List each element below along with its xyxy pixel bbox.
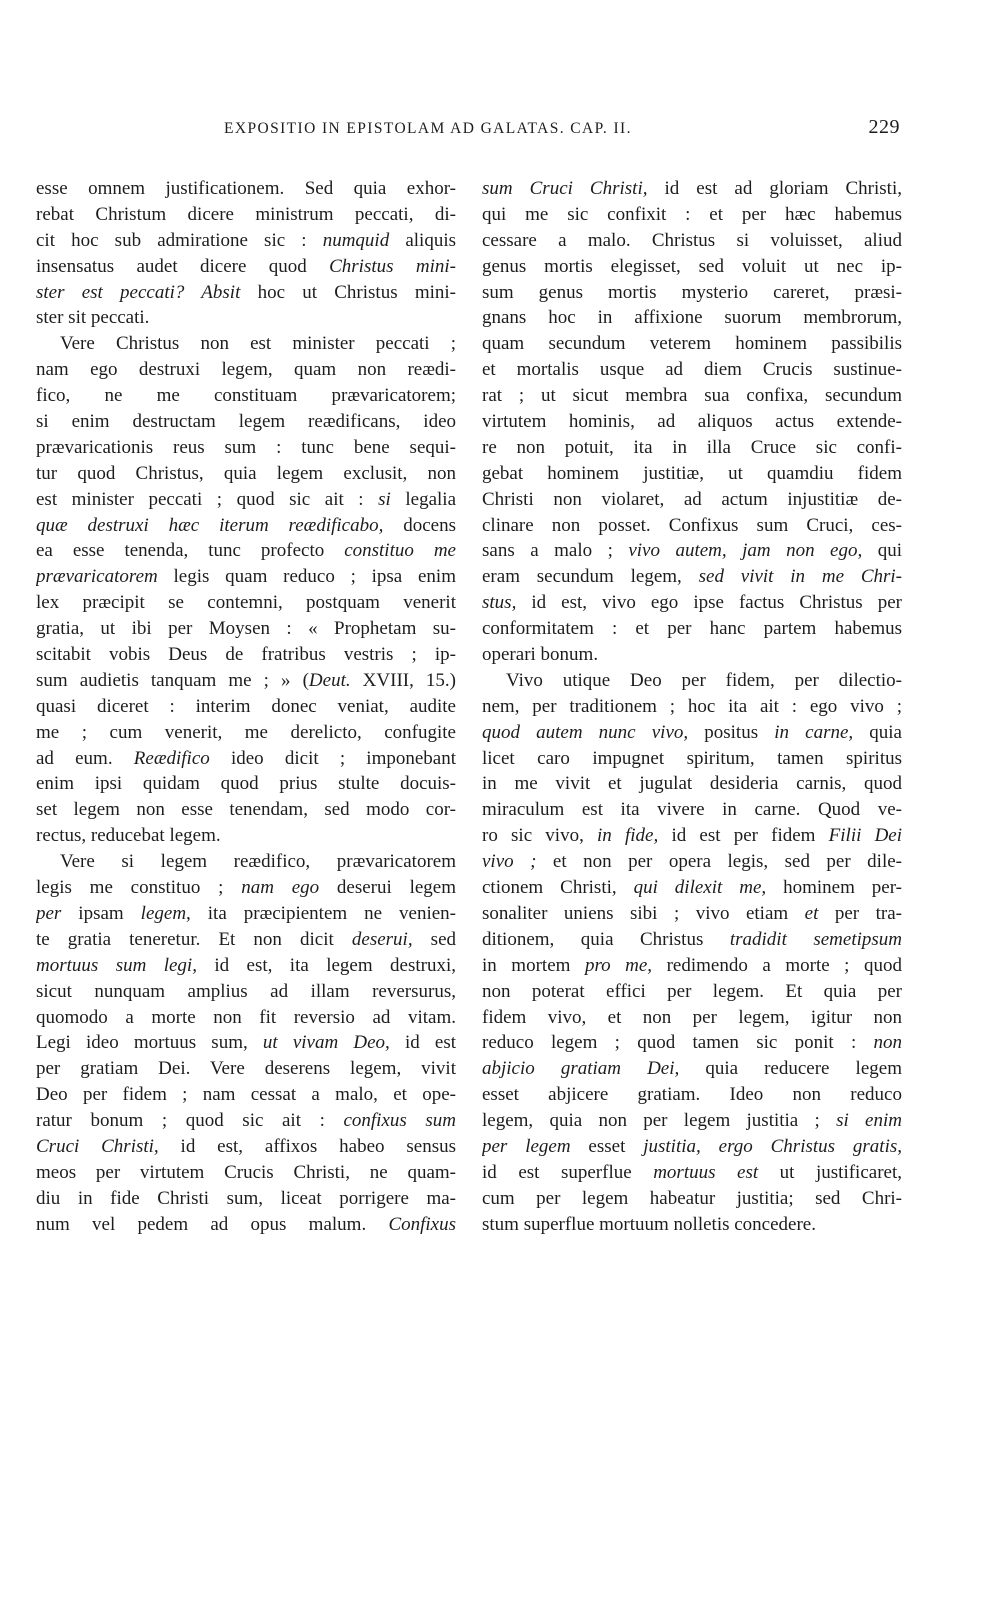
text-line — [36, 694, 456, 720]
text-run: id est per fidem — [658, 825, 829, 847]
text-run: id est, affixos habeo sensus — [158, 1135, 456, 1157]
text-run: rat ; ut sicut membra sua confixa, secundum — [482, 385, 902, 407]
text-line — [36, 538, 456, 564]
text-line — [36, 228, 456, 254]
text-line — [482, 513, 902, 539]
text-run: ita præcipientem ne venien- — [190, 902, 456, 924]
text-run: id est — [389, 1032, 456, 1054]
italic-text: mortuus est — [653, 1161, 759, 1183]
text-run: meos per virtutem Crucis Christi, ne quam- — [36, 1161, 456, 1183]
text-run: hoc ut Christus mini- — [240, 281, 456, 303]
italic-text: Confixus — [388, 1213, 456, 1235]
text-run: num vel pedem ad opus malum. — [36, 1213, 389, 1235]
text-run: cit hoc sub admiratione sic : — [36, 229, 323, 251]
text-run: esset abjicere gratiam. Ideo non reduco — [482, 1084, 902, 1106]
text-run: nem, per traditionem ; hoc ita ait : ego vivo ; — [482, 695, 902, 717]
text-run: stum superflue mortuum nolletis concedere. — [482, 1213, 816, 1235]
italic-text: deserui, — [351, 928, 413, 950]
text-run: prævaricationis reus sum : tunc bene sequi- — [36, 436, 456, 458]
text-line — [482, 435, 902, 461]
right-text-column — [482, 176, 902, 1238]
text-run: ea esse tenenda, tunc profecto — [36, 540, 345, 562]
text-line — [36, 1082, 456, 1108]
text-line — [482, 1186, 902, 1212]
italic-text: sum Cruci Christi, — [482, 178, 648, 199]
text-line — [36, 953, 456, 979]
text-run: sum audietis tanquam me ; » ( — [36, 669, 309, 691]
text-run: positus — [688, 721, 775, 743]
text-line — [482, 176, 902, 202]
text-run: per gratiam Dei. Vere deserens legem, vivit — [36, 1058, 456, 1080]
text-line — [482, 720, 902, 746]
text-run: tur quod Christus, quia legem exclusit, non — [36, 462, 456, 484]
text-run: scitabit vobis Deus de fratribus vestris ; ip- — [36, 644, 456, 666]
text-run: et mortalis usque ad diem Crucis sustinue- — [482, 359, 902, 381]
italic-text: tradidit semetipsum — [729, 928, 902, 950]
text-run: gnans hoc in affixione suorum membrorum, — [482, 307, 902, 329]
text-run: docens — [383, 514, 456, 536]
text-run: sum genus mortis mysterio careret, præsi- — [482, 281, 902, 303]
text-run: ad eum. — [36, 747, 134, 769]
text-run: si enim destructam legem reædificans, ideo — [36, 411, 456, 433]
text-run: aliquis — [389, 229, 456, 251]
text-run: esset — [570, 1135, 644, 1157]
italic-text: numquid — [322, 229, 390, 251]
text-run: ratur bonum ; quod sic ait : — [36, 1110, 344, 1132]
text-line — [36, 461, 456, 487]
text-run: deserui legem — [319, 877, 456, 899]
text-run: id est, ita legem destruxi, — [196, 954, 456, 976]
italic-text: non — [873, 1032, 902, 1054]
text-line — [482, 1212, 902, 1238]
text-run: lex præcipit se contemni, postquam venerit — [36, 592, 456, 614]
text-run: nam ego destruxi legem, quam non reædi- — [36, 359, 456, 381]
text-line — [482, 254, 902, 280]
italic-text: abjicio gratiam Dei, — [482, 1058, 680, 1080]
text-run: legalia — [390, 488, 456, 510]
text-run: quasi diceret : interim donec veniat, audite — [36, 695, 456, 717]
text-run: gebat hominem justitiæ, ut quamdiu fidem — [482, 462, 902, 484]
text-line — [36, 849, 456, 875]
text-run: per tra- — [818, 902, 902, 924]
italic-text: vivo ; — [482, 851, 537, 873]
text-run: in mortem — [482, 954, 585, 976]
text-line — [36, 720, 456, 746]
text-run: ut justificaret, — [758, 1161, 902, 1183]
text-run: enim ipsi quidam quod prius stulte docuis- — [36, 773, 456, 795]
text-run: ctionem Christi, — [482, 877, 634, 899]
text-line — [482, 979, 902, 1005]
italic-text: prævaricatorem — [36, 566, 158, 588]
italic-text: sed vivit in me Chri- — [698, 566, 902, 588]
text-line — [36, 1056, 456, 1082]
text-line — [482, 280, 902, 306]
text-run: ster sit peccati. — [36, 307, 150, 329]
text-line — [36, 1030, 456, 1056]
italic-text: si — [378, 488, 391, 510]
text-line — [482, 1082, 902, 1108]
text-run: esse omnem justificationem. Sed quia exhor- — [36, 178, 456, 199]
text-line — [482, 797, 902, 823]
text-line — [36, 564, 456, 590]
text-line — [36, 357, 456, 383]
text-run: legis quam reduco ; ipsa enim — [157, 566, 456, 588]
text-line — [36, 409, 456, 435]
text-line — [482, 331, 902, 357]
italic-text: confixus sum — [343, 1110, 456, 1132]
text-run: est minister peccati ; quod sic ait : — [36, 488, 379, 510]
text-run: te gratia teneretur. Et non dicit — [36, 928, 352, 950]
text-line — [36, 331, 456, 357]
text-line — [482, 383, 902, 409]
text-run: Legi ideo mortuus sum, — [36, 1032, 263, 1054]
text-run: ditionem, quia Christus — [482, 928, 730, 950]
text-run: cessare a malo. Christus si voluisset, aliud — [482, 229, 902, 251]
text-line — [482, 746, 902, 772]
text-line — [482, 461, 902, 487]
text-line — [36, 771, 456, 797]
italic-text: mortuus sum legi, — [36, 954, 197, 976]
italic-text: Cruci Christi, — [36, 1135, 159, 1157]
page-header — [36, 116, 900, 146]
text-line — [482, 357, 902, 383]
italic-text: vivo autem, jam non ego, — [628, 540, 863, 562]
text-run: insensatus audet dicere quod — [36, 255, 330, 277]
italic-text: Filii Dei — [828, 825, 902, 847]
text-line — [482, 1056, 902, 1082]
text-line — [482, 1108, 902, 1134]
text-line — [36, 1005, 456, 1031]
text-line — [482, 694, 902, 720]
text-run: et non per opera legis, sed per dile- — [536, 851, 902, 873]
text-run: in me vivit et jugulat desideria carnis, quod — [482, 773, 902, 795]
text-run: reduco legem ; quod tamen sic ponit : — [482, 1032, 874, 1054]
italic-text: in fide, — [597, 825, 659, 847]
italic-text: quod autem nunc vivo, — [482, 721, 689, 743]
text-line — [36, 1212, 456, 1238]
text-line — [482, 590, 902, 616]
italic-text: constituo me — [344, 540, 456, 562]
text-run: gratia, ut ibi per Moysen : « Prophetam su- — [36, 618, 456, 640]
text-line — [36, 383, 456, 409]
text-run: id est, vivo ego ipse factus Christus per — [516, 592, 902, 614]
text-run: sonaliter uniens sibi ; vivo etiam — [482, 902, 805, 924]
text-run: hominem per- — [766, 877, 902, 899]
text-run: rebat Christum dicere ministrum peccati, di- — [36, 203, 456, 225]
text-run: set legem non esse tenendam, sed modo cor- — [36, 799, 456, 821]
text-run: cum per legem habeatur justitia; sed Chri- — [482, 1187, 902, 1209]
text-line — [36, 513, 456, 539]
text-run: operari bonum. — [482, 644, 599, 666]
text-line — [36, 254, 456, 280]
text-line — [36, 305, 456, 331]
text-line — [36, 797, 456, 823]
text-line — [482, 305, 902, 331]
text-run: non poterat effici per legem. Et quia per — [482, 980, 902, 1002]
italic-text: qui dilexit me, — [633, 877, 767, 899]
text-line — [482, 616, 902, 642]
italic-text: in carne, — [774, 721, 854, 743]
text-line — [482, 849, 902, 875]
text-run: licet caro impugnet spiritum, tamen spiritus — [482, 747, 902, 769]
text-line — [482, 901, 902, 927]
text-line — [36, 590, 456, 616]
running-title: EXPOSITIO IN EPISTOLAM AD GALATAS. CAP. II. — [224, 120, 632, 137]
italic-text: ut vivam Deo, — [262, 1032, 390, 1054]
text-line — [36, 927, 456, 953]
text-line — [482, 668, 902, 694]
text-line — [482, 409, 902, 435]
text-run: sicut nunquam amplius ad illam reversurus, — [36, 980, 456, 1002]
text-line — [36, 435, 456, 461]
italic-text: quæ destruxi hæc iterum reædificabo, — [36, 514, 384, 536]
text-run: Deo per fidem ; nam cessat a malo, et ope- — [36, 1084, 456, 1106]
italic-text: si enim — [836, 1110, 902, 1132]
text-line — [482, 228, 902, 254]
text-line — [482, 564, 902, 590]
text-run: XVIII, 15.) — [350, 669, 456, 691]
text-line — [36, 616, 456, 642]
text-line — [482, 823, 902, 849]
text-line — [36, 823, 456, 849]
text-run: Vere Christus non est minister peccati ; — [60, 333, 456, 355]
text-run: id est superflue — [482, 1161, 654, 1183]
text-run: ipsam — [61, 902, 141, 924]
text-run: qui — [862, 540, 902, 562]
text-run: legis me constituo ; — [36, 877, 242, 899]
text-line — [482, 538, 902, 564]
text-run: conformitatem : et per hanc partem habemus — [482, 618, 902, 640]
text-run: sans a malo ; — [482, 540, 629, 562]
text-run: virtutem hominis, ad aliquos actus extende- — [482, 411, 902, 433]
text-line — [36, 176, 456, 202]
text-line — [482, 487, 902, 513]
italic-text: Christus mini- — [329, 255, 456, 277]
text-line — [482, 875, 902, 901]
text-run: Vivo utique Deo per fidem, per dilectio- — [506, 669, 902, 691]
text-run: fidem vivo, et non per legem, igitur non — [482, 1006, 902, 1028]
text-line — [482, 927, 902, 953]
italic-text: Deut. — [308, 669, 351, 691]
text-run: legem, quia non per legem justitia ; — [482, 1110, 837, 1132]
text-run: quam secundum veterem hominem passibilis — [482, 333, 902, 355]
text-line — [482, 1160, 902, 1186]
text-line — [36, 487, 456, 513]
text-line — [482, 771, 902, 797]
text-run: redimendo a morte ; quod — [652, 954, 902, 976]
text-run: rectus, reducebat legem. — [36, 825, 221, 847]
text-line — [482, 642, 902, 668]
text-run: quia — [853, 721, 902, 743]
text-run: fico, ne me constituam prævaricatorem; — [36, 385, 456, 407]
italic-text: ster est peccati? Absit — [36, 281, 241, 303]
text-line — [482, 953, 902, 979]
text-line — [36, 1108, 456, 1134]
text-run: genus mortis elegisset, sed voluit ut nec ip- — [482, 255, 902, 277]
text-run: Vere si legem reædifico, prævaricatorem — [60, 851, 456, 873]
text-line — [36, 1160, 456, 1186]
text-run: me ; cum venerit, me derelicto, confugite — [36, 721, 456, 743]
text-line — [36, 979, 456, 1005]
italic-text: pro me, — [584, 954, 653, 976]
text-run: ideo dicit ; imponebant — [209, 747, 456, 769]
page-number: 229 — [868, 116, 900, 138]
italic-text: nam ego — [241, 877, 320, 899]
text-run: id est ad gloriam Christi, — [647, 178, 902, 199]
text-run: miraculum est ita vivere in carne. Quod ve- — [482, 799, 902, 821]
italic-text: Reædifico — [133, 747, 210, 769]
text-run: clinare non posset. Confixus sum Cruci, ces- — [482, 514, 902, 536]
text-run: eram secundum legem, — [482, 566, 699, 588]
text-line — [482, 202, 902, 228]
text-run: re non potuit, ita in illa Cruce sic confi- — [482, 436, 902, 458]
text-line — [36, 280, 456, 306]
text-line — [482, 1030, 902, 1056]
left-text-column — [36, 176, 456, 1238]
text-run: ro sic vivo, — [482, 825, 598, 847]
italic-text: justitia, ergo Christus gratis, — [643, 1135, 902, 1157]
text-line — [36, 668, 456, 694]
text-line — [36, 901, 456, 927]
text-run: Christi non violaret, ad actum injustitiæ de- — [482, 488, 902, 510]
italic-text: stus, — [482, 592, 517, 614]
italic-text: legem, — [140, 902, 191, 924]
text-line — [36, 1186, 456, 1212]
text-line — [482, 1134, 902, 1160]
italic-text: et — [804, 902, 819, 924]
italic-text: per legem — [482, 1135, 571, 1157]
text-line — [36, 875, 456, 901]
text-run: diu in fide Christi sum, liceat porrigere ma- — [36, 1187, 456, 1209]
italic-text: per — [36, 902, 62, 924]
text-run: sed — [412, 928, 456, 950]
text-line — [36, 746, 456, 772]
text-line — [36, 642, 456, 668]
text-run: qui me sic confixit : et per hæc habemus — [482, 203, 902, 225]
text-line — [36, 202, 456, 228]
text-run: quomodo a morte non fit reversio ad vitam. — [36, 1006, 456, 1028]
text-line — [482, 1005, 902, 1031]
text-line — [36, 1134, 456, 1160]
text-run: quia reducere legem — [679, 1058, 902, 1080]
